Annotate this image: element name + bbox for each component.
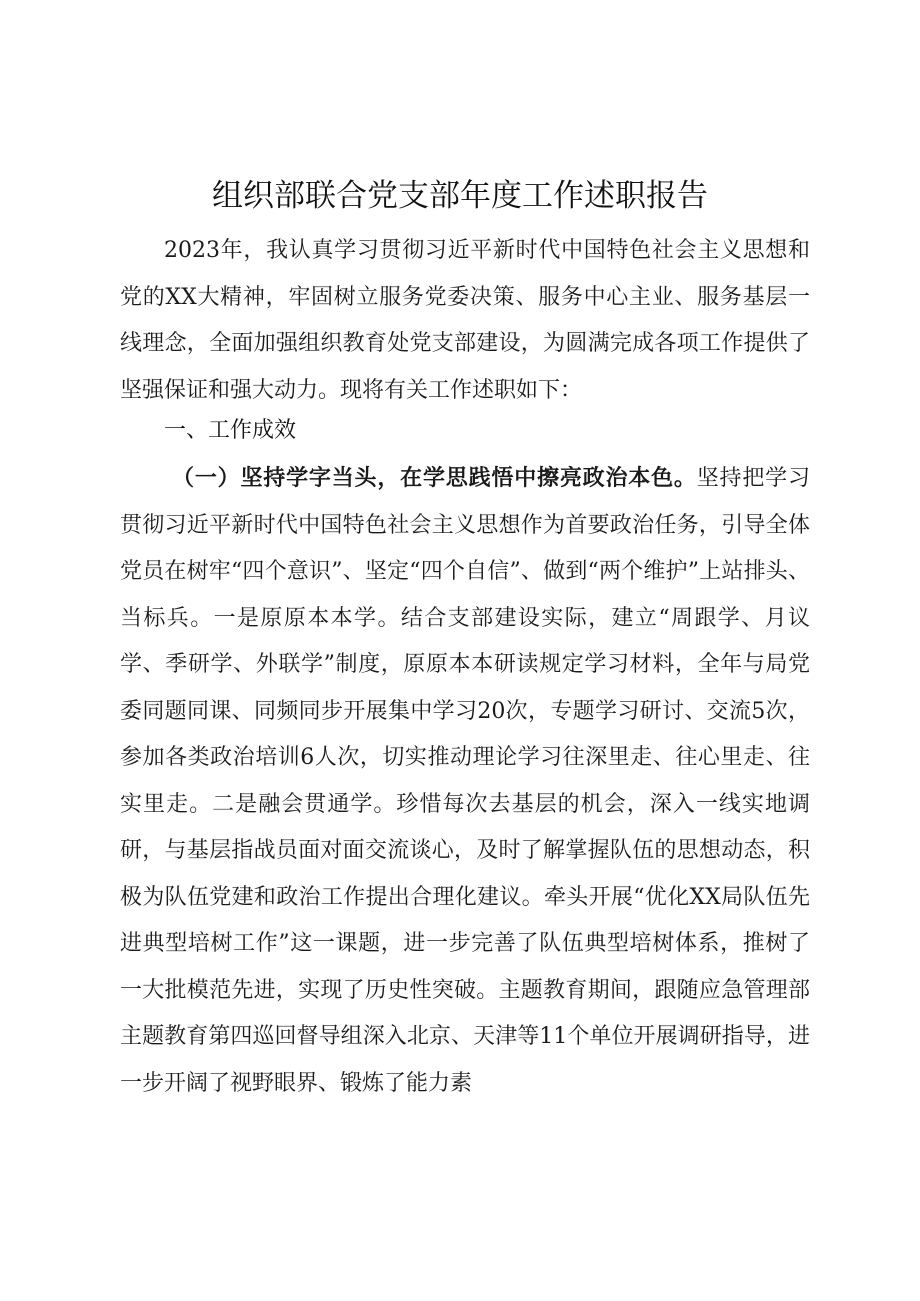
subsection-text: 坚持把学习贯彻习近平新时代中国特色社会主义思想作为首要政治任务，引导全体党员在树牢“四个意识”、坚定“四个自信”、做到“两个维护”上站排头、当标兵。一是原原本本学。结合支部建设实际，建立“周跟学、月议学、季研学、外联学”制度，原原本本研读规定学习材料，全年与局党委同题同课、同频同步开展集中学习20次，专题学习研讨、交流5次，参加各类政治培训6人次，切实推动理论学习往深里走、往心里走、往实里走。二是融会贯通学。珍惜每次去基层的机会，深入一线实地调研，与基层指战员面对面交流谈心，及时了解掌握队伍的思想动态，积极为队伍党建和政治工作提出合理化建议。牵头开展“优化XX局队伍先进典型培树工作”这一课题，进一步完善了队伍典型培树体系，推树了一大批模范先进，实现了历史性突破。主题教育期间，跟随应急管理部主题教育第四巡回督导组深入北京、天津等11个单位开展调研指导，进一步开阔了视野眼界、锻炼了能力素 (120, 466, 810, 1096)
subsection-paragraph (120, 456, 810, 1107)
subsection-lead: （一）坚持学字当头，在学思践悟中擦亮政治本色。 (172, 466, 697, 491)
section-heading: 一、工作成效 (164, 418, 297, 443)
intro-paragraph: 2023年，我认真学习贯彻习近平新时代中国特色社会主义思想和党的XX大精神，牢固树立服务党委决策、服务中心主业、服务基层一线理念，全面加强组织教育处党支部建设，为圆满完成各项工作提供了坚强保证和强大动力。现将有关工作述职如下： (120, 238, 810, 403)
document-title: 组织部联合党支部年度工作述职报告 (212, 178, 708, 214)
